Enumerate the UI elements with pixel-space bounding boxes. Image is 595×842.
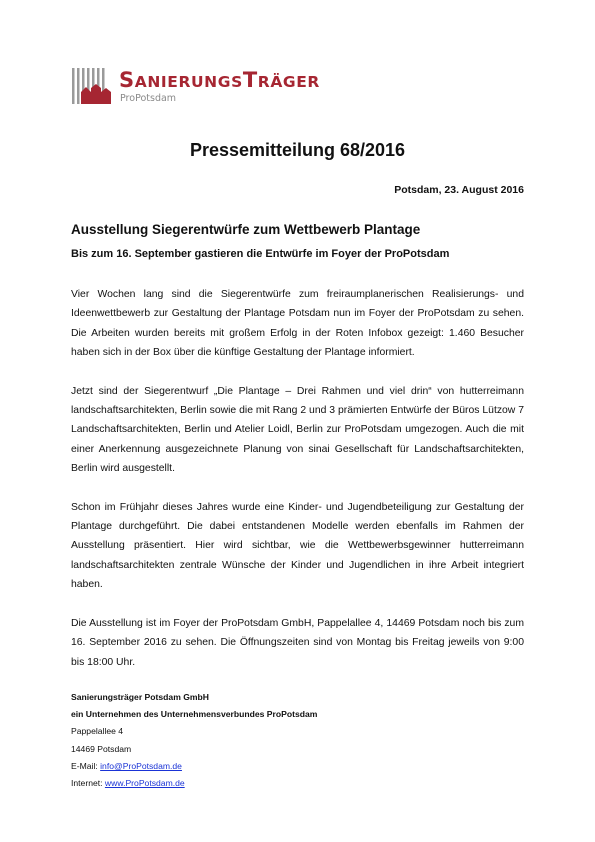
paragraph: Jetzt sind der Siegerentwurf „Die Plantage – Drei Rahmen und viel drin“ von hutterreimann landschaftsarchitekten, Berlin sowie die mit Rang 2 und 3 prämierten Entwürfe der Büros Lützow 7 Landschaftsarchitekten, Berlin und Atelier Loidl, Berlin zur ProPotsdam umgezogen. Auch die mit einer Anerkennung ausgezeichnete Planung von sinai Gesellschaft für Landschaftsarchitekten, Berlin wird ausgestellt. — [71, 385, 524, 475]
footer-group: ein Unternehmen des Unternehmensverbundes ProPotsdam — [71, 709, 318, 720]
contact-footer — [71, 689, 317, 792]
paragraph: Schon im Frühjahr dieses Jahres wurde eine Kinder- und Jugendbeteiligung zur Gestaltung der Plantage durchgeführt. Die dabei entstandenen Modelle werden ebenfalls im Rahmen der Ausstellung präsentiert. Hier wird sichtbar, wie die Wettbewerbsgewinner hutterreimann landschaftsarchitekten zentrale Wünsche der Kinder und Jugendlichen in ihre Arbeit integriert haben. — [71, 501, 524, 591]
footer-email-row — [71, 758, 317, 775]
logo-building-icon — [72, 68, 116, 106]
footer-city: 14469 Potsdam — [71, 743, 132, 754]
sanierungstraeger-logo — [72, 68, 342, 108]
website-link[interactable]: www.ProPotsdam.de — [104, 778, 185, 789]
logo-subtitle: ProPotsdam — [120, 93, 177, 104]
page-title: Pressemitteilung 68/2016 — [189, 140, 406, 160]
paragraph: Vier Wochen lang sind die Siegerentwürfe zum freiraumplanerischen Realisierungs- und Ideenwettbewerb zur Gestaltung der Plantage Potsdam nun im Foyer der ProPotsdam zu sehen. Die Arbeiten wurden bereits mit großem Erfolg in der Roten Infobox gezeigt: 1.460 Besucher haben sich in der Box über die künftige Gestaltung der Plantage informiert. — [71, 289, 524, 359]
dateline: Potsdam, 23. August 2016 — [394, 184, 524, 196]
footer-street: Pappelallee 4 — [71, 726, 124, 737]
internet-label: Internet: — [71, 778, 105, 789]
headline: Ausstellung Siegerentwürfe zum Wettbewerb Plantage — [71, 222, 421, 237]
footer-company: Sanierungsträger Potsdam GmbH — [71, 692, 210, 702]
email-link[interactable]: info@ProPotsdam.de — [100, 760, 182, 771]
logo-brand-text: SANIERUNGSTRÄGER — [119, 68, 320, 92]
body-text — [71, 285, 524, 691]
paragraph: Die Ausstellung ist im Foyer der ProPotsdam GmbH, Pappelallee 4, 14469 Potsdam noch bis zum 16. September 2016 zu sehen. Die Öffnungszeiten sind von Montag bis Freitag jeweils von 9:00 bis 18:00 Uhr. — [71, 617, 524, 668]
subheadline: Bis zum 16. September gastieren die Entwürfe im Foyer der ProPotsdam — [71, 248, 450, 260]
footer-internet-row — [71, 775, 317, 792]
email-label: E-Mail: — [71, 760, 101, 771]
